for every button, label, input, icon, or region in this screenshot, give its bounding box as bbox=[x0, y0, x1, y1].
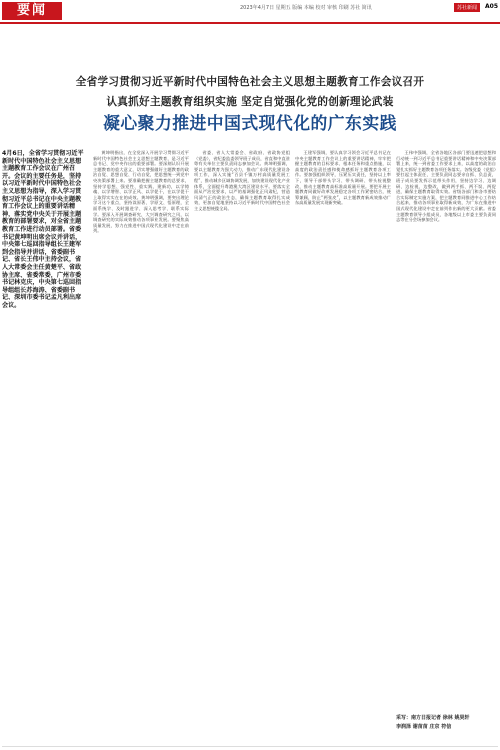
article-column-3: 王建军强调，要认真学习领会习近平总书记在中央主题教育工作会议上的重要讲话精神，牢牢把握主题教育的目标要求、根本任务和重点措施，以高度的政治责任感和使命感抓好主题教育各项工作。要加强组织领导，压紧压实责任，坚持以上率下，领导干部带头学习、带头调研、带头检视整改，推动主题教育高标准高质量开展。要把开展主题教育同做好改革发展稳定各项工作紧密结合，统筹兼顾，防止“两张皮”，以主题教育新成效推动广东高质量发展实现新突破。 bbox=[295, 150, 391, 206]
subtitle-line-2: 认真抓好主题教育组织实施 坚定自觉强化党的创新理论武装 bbox=[106, 96, 394, 108]
article-column-2: 省委、省人大常委会、省政府、省政协党组（党委），省纪委监委领导班子成员，省直和中直驻粤有关单位主要负责同志参加会议。黄坤明强调，要以主题教育为强大动力，推动广东现代化建设各项工作，深入实施“百县千镇万村高质量发展工程”，推动城乡区域协调发展，加快建设现代化产业体系，全面提升粤港澳大湾区建设水平。要落实全面从严治党要求，以严的基调强化正风肃纪，营造风清气正的政治生态，确保主题教育取得扎实成效，更加自觉地坚持以习近平新时代中国特色社会主义思想统揽全局。 bbox=[194, 150, 290, 211]
bottom-rule bbox=[2, 746, 498, 747]
page-header bbox=[0, 0, 500, 24]
lead-paragraph: 4月6日，全省学习贯彻习近平新时代中国特色社会主义思想主题教育工作会议在广州召开。会议的主要任务是，坚持以习近平新时代中国特色社会主义思想为指导，深入学习贯彻习近平总书记在中央主题教育工作会议上的重要讲话精神，落实党中央关于开展主题教育的部署要求，对全省主题教育工作进行动员部署。省委书记黄坤明出席会议并讲话，中央第七巡回指导组长王建军到会指导并讲话，省委副书记、省长王伟中主持会议，省人大常委会主任黄楚平、省政协主席、省委常委，广州市委书记林克庆，中央第七巡回指导组组长苏海涛、省委副书记、深圳市委书记孟凡利出席会议。 bbox=[2, 150, 84, 309]
page-number: A05 bbox=[485, 3, 498, 10]
article-column-1: 黄坤明指出，在全党深入开展学习贯彻习近平新时代中国特色社会主义思想主题教育，是习近平总书记、党中央作出的重要部署。要深刻认识开展主题教育的重大意义，切实增强做好主题教育的政治自觉、思想自觉、行动自觉，把思想统一到党中央决策部署上来。要准确把握主题教育的总要求，坚持学思想、强党性、重实践、建新功，以学铸魂、以学增智、以学正风、以学促干，在以学促干上取得实实在在的成效。黄坤明强调，要突出理论学习这个重点，坚持读原著、学原文、悟原理，全面系统学、及时跟进学、深入思考学、联系实际学。要深入开展调查研究，大兴调查研究之风，以调查研究的实际成效推动各项事业发展。要聚焦高质量发展，努力在推进中国式现代化建设中走在前列。 bbox=[93, 150, 189, 234]
section-label: 苏社新闻 bbox=[454, 3, 480, 12]
headline: 凝心聚力推进中国式现代化的广东实践 bbox=[103, 113, 397, 133]
article-column-4: 王伟中强调，全省各地区各部门要迅速把思想和行动统一到习近平总书记重要讲话精神和中央决策部署上来，统一到省委工作要求上来，以高度的政治自觉扎实抓好主题教育各项任务落实。各级党委（党组）要扛起主体责任，主要负责同志要亲自抓、负总责，班子成员要发挥示范带头作用，坚持边学习、边调研、边检视、边整改，做到两手抓、两不误、两促进，确保主题教育取得实效。省级各部门和各市要结合实际制定实施方案，把主题教育同推进中心工作结合起来，推动各项事业取得新成效，为广东在推进中国式现代化建设中走在前列作出新的更大贡献。省委主题教育领导小组成员，各地级以上市委主要负责同志等在分会场参加会议。 bbox=[396, 150, 496, 223]
section-tag: 要闻 bbox=[2, 2, 62, 20]
issue-meta: 2023年4月7日 星期五 版编 本编 校对 审核 印刷 苏社 简讯 bbox=[240, 5, 372, 11]
byline-reporters-continued: 李润泽 谢苗苗 庄京 符信 bbox=[396, 724, 452, 730]
byline-reporters: 采写：南方日报记者 徐林 姚昊轩 bbox=[396, 715, 470, 721]
subtitle-line-1: 全省学习贯彻习近平新时代中国特色社会主义思想主题教育工作会议召开 bbox=[75, 76, 425, 88]
